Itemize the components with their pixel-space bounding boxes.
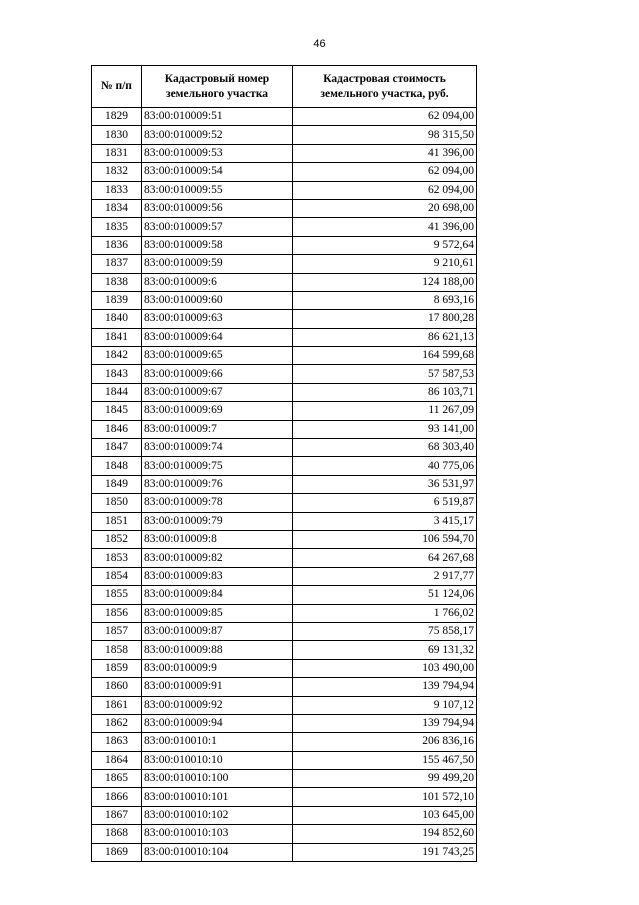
row-number: 1848: [92, 457, 142, 475]
table-row: [92, 420, 477, 438]
cadastral-cost: 206 836,16: [293, 733, 477, 751]
cadastral-number: 83:00:010009:88: [142, 641, 293, 659]
cadastral-number: 83:00:010009:87: [142, 622, 293, 640]
table-row: [92, 714, 477, 732]
row-number: 1835: [92, 218, 142, 236]
row-number: 1850: [92, 494, 142, 512]
cadastral-cost: 9 210,61: [293, 255, 477, 273]
cadastral-number: 83:00:010009:53: [142, 144, 293, 162]
table-row: [92, 108, 477, 126]
table-row: [92, 273, 477, 291]
cadastral-number: 83:00:010009:92: [142, 696, 293, 714]
table-row: [92, 586, 477, 604]
cadastral-cost: 41 396,00: [293, 144, 477, 162]
cadastral-cost: 36 531,97: [293, 475, 477, 493]
cadastral-cost: 124 188,00: [293, 273, 477, 291]
header-cadastral-cost: Кадастровая стоимость земельного участка, руб.: [293, 66, 477, 108]
cadastral-cost: 17 800,28: [293, 310, 477, 328]
table-row: [92, 163, 477, 181]
cadastral-number: 83:00:010009:59: [142, 255, 293, 273]
row-number: 1861: [92, 696, 142, 714]
row-number: 1855: [92, 586, 142, 604]
table-row: [92, 678, 477, 696]
cadastral-number: 83:00:010010:100: [142, 770, 293, 788]
cadastral-number: 83:00:010009:9: [142, 659, 293, 677]
table-row: [92, 512, 477, 530]
cadastral-number: 83:00:010009:66: [142, 365, 293, 383]
cadastral-cost: 103 490,00: [293, 659, 477, 677]
table-row: [92, 494, 477, 512]
cadastral-cost: 62 094,00: [293, 163, 477, 181]
cadastral-cost: 20 698,00: [293, 199, 477, 217]
cadastral-number: 83:00:010009:79: [142, 512, 293, 530]
row-number: 1860: [92, 678, 142, 696]
table-row: [92, 549, 477, 567]
table-row: [92, 383, 477, 401]
cadastral-number: 83:00:010009:52: [142, 126, 293, 144]
cadastral-cost: 191 743,25: [293, 843, 477, 861]
cadastral-cost: 86 103,71: [293, 383, 477, 401]
table-row: [92, 328, 477, 346]
cadastral-cost: 62 094,00: [293, 181, 477, 199]
table-row: [92, 236, 477, 254]
cadastral-cost: 139 794,94: [293, 678, 477, 696]
cadastral-cost: 68 303,40: [293, 439, 477, 457]
table-row: [92, 622, 477, 640]
table-row: [92, 770, 477, 788]
row-number: 1841: [92, 328, 142, 346]
table-header-row: [92, 66, 477, 108]
table-row: [92, 457, 477, 475]
cadastral-number: 83:00:010009:51: [142, 108, 293, 126]
cadastral-cost: 69 131,32: [293, 641, 477, 659]
table-row: [92, 751, 477, 769]
cadastral-cost: 155 467,50: [293, 751, 477, 769]
cadastral-cost: 3 415,17: [293, 512, 477, 530]
table-row: [92, 310, 477, 328]
cadastral-cost: 9 107,12: [293, 696, 477, 714]
cadastral-number: 83:00:010009:55: [142, 181, 293, 199]
cadastral-cost: 99 499,20: [293, 770, 477, 788]
table-body: [92, 108, 477, 862]
cadastral-value-table: [91, 65, 477, 862]
cadastral-number: 83:00:010009:74: [142, 439, 293, 457]
row-number: 1852: [92, 530, 142, 548]
row-number: 1829: [92, 108, 142, 126]
row-number: 1847: [92, 439, 142, 457]
cadastral-number: 83:00:010009:57: [142, 218, 293, 236]
cadastral-cost: 93 141,00: [293, 420, 477, 438]
table-row: [92, 218, 477, 236]
cadastral-cost: 62 094,00: [293, 108, 477, 126]
table-row: [92, 255, 477, 273]
row-number: 1840: [92, 310, 142, 328]
row-number: 1867: [92, 806, 142, 824]
table-row: [92, 604, 477, 622]
cadastral-cost: 51 124,06: [293, 586, 477, 604]
row-number: 1830: [92, 126, 142, 144]
row-number: 1849: [92, 475, 142, 493]
row-number: 1842: [92, 347, 142, 365]
cadastral-cost: 86 621,13: [293, 328, 477, 346]
row-number: 1837: [92, 255, 142, 273]
cadastral-cost: 1 766,02: [293, 604, 477, 622]
cadastral-number: 83:00:010009:78: [142, 494, 293, 512]
row-number: 1864: [92, 751, 142, 769]
header-cadastral-number: Кадастровый номер земельного участка: [142, 66, 293, 108]
table-row: [92, 181, 477, 199]
table-row: [92, 567, 477, 585]
cadastral-cost: 41 396,00: [293, 218, 477, 236]
header-num: № п/п: [92, 66, 142, 108]
cadastral-number: 83:00:010009:64: [142, 328, 293, 346]
cadastral-number: 83:00:010009:83: [142, 567, 293, 585]
cadastral-number: 83:00:010010:101: [142, 788, 293, 806]
cadastral-cost: 98 315,50: [293, 126, 477, 144]
row-number: 1833: [92, 181, 142, 199]
cadastral-number: 83:00:010010:1: [142, 733, 293, 751]
cadastral-cost: 106 594,70: [293, 530, 477, 548]
row-number: 1859: [92, 659, 142, 677]
cadastral-cost: 57 587,53: [293, 365, 477, 383]
table-row: [92, 199, 477, 217]
table-row: [92, 347, 477, 365]
row-number: 1865: [92, 770, 142, 788]
cadastral-number: 83:00:010009:6: [142, 273, 293, 291]
cadastral-number: 83:00:010009:76: [142, 475, 293, 493]
table-row: [92, 641, 477, 659]
row-number: 1857: [92, 622, 142, 640]
cadastral-cost: 75 858,17: [293, 622, 477, 640]
row-number: 1863: [92, 733, 142, 751]
cadastral-cost: 64 267,68: [293, 549, 477, 567]
table-row: [92, 402, 477, 420]
cadastral-cost: 103 645,00: [293, 806, 477, 824]
table-row: [92, 806, 477, 824]
cadastral-number: 83:00:010010:102: [142, 806, 293, 824]
cadastral-number: 83:00:010009:60: [142, 291, 293, 309]
row-number: 1836: [92, 236, 142, 254]
row-number: 1844: [92, 383, 142, 401]
cadastral-number: 83:00:010009:67: [142, 383, 293, 401]
cadastral-number: 83:00:010010:103: [142, 825, 293, 843]
page-number: 46: [313, 38, 326, 50]
table-row: [92, 696, 477, 714]
row-number: 1832: [92, 163, 142, 181]
cadastral-cost: 194 852,60: [293, 825, 477, 843]
row-number: 1868: [92, 825, 142, 843]
cadastral-number: 83:00:010009:65: [142, 347, 293, 365]
cadastral-number: 83:00:010009:94: [142, 714, 293, 732]
table-row: [92, 475, 477, 493]
row-number: 1869: [92, 843, 142, 861]
cadastral-number: 83:00:010009:54: [142, 163, 293, 181]
cadastral-number: 83:00:010009:7: [142, 420, 293, 438]
cadastral-number: 83:00:010009:91: [142, 678, 293, 696]
row-number: 1866: [92, 788, 142, 806]
cadastral-cost: 101 572,10: [293, 788, 477, 806]
table-row: [92, 365, 477, 383]
row-number: 1838: [92, 273, 142, 291]
cadastral-number: 83:00:010009:56: [142, 199, 293, 217]
cadastral-cost: 40 775,06: [293, 457, 477, 475]
row-number: 1839: [92, 291, 142, 309]
table-row: [92, 144, 477, 162]
table-row: [92, 843, 477, 861]
cadastral-number: 83:00:010009:8: [142, 530, 293, 548]
table-row: [92, 788, 477, 806]
cadastral-number: 83:00:010009:85: [142, 604, 293, 622]
table-row: [92, 126, 477, 144]
row-number: 1851: [92, 512, 142, 530]
cadastral-number: 83:00:010009:63: [142, 310, 293, 328]
row-number: 1831: [92, 144, 142, 162]
cadastral-number: 83:00:010009:82: [142, 549, 293, 567]
table-row: [92, 291, 477, 309]
cadastral-number: 83:00:010009:69: [142, 402, 293, 420]
row-number: 1858: [92, 641, 142, 659]
cadastral-number: 83:00:010010:104: [142, 843, 293, 861]
cadastral-number: 83:00:010009:84: [142, 586, 293, 604]
cadastral-cost: 139 794,94: [293, 714, 477, 732]
row-number: 1843: [92, 365, 142, 383]
table-row: [92, 530, 477, 548]
table-row: [92, 733, 477, 751]
table-row: [92, 659, 477, 677]
row-number: 1846: [92, 420, 142, 438]
row-number: 1834: [92, 199, 142, 217]
row-number: 1862: [92, 714, 142, 732]
cadastral-number: 83:00:010009:75: [142, 457, 293, 475]
cadastral-cost: 8 693,16: [293, 291, 477, 309]
table-row: [92, 825, 477, 843]
table-row: [92, 439, 477, 457]
row-number: 1845: [92, 402, 142, 420]
cadastral-number: 83:00:010009:58: [142, 236, 293, 254]
cadastral-cost: 2 917,77: [293, 567, 477, 585]
cadastral-cost: 9 572,64: [293, 236, 477, 254]
row-number: 1856: [92, 604, 142, 622]
cadastral-cost: 11 267,09: [293, 402, 477, 420]
row-number: 1854: [92, 567, 142, 585]
cadastral-number: 83:00:010010:10: [142, 751, 293, 769]
cadastral-cost: 6 519,87: [293, 494, 477, 512]
row-number: 1853: [92, 549, 142, 567]
cadastral-cost: 164 599,68: [293, 347, 477, 365]
